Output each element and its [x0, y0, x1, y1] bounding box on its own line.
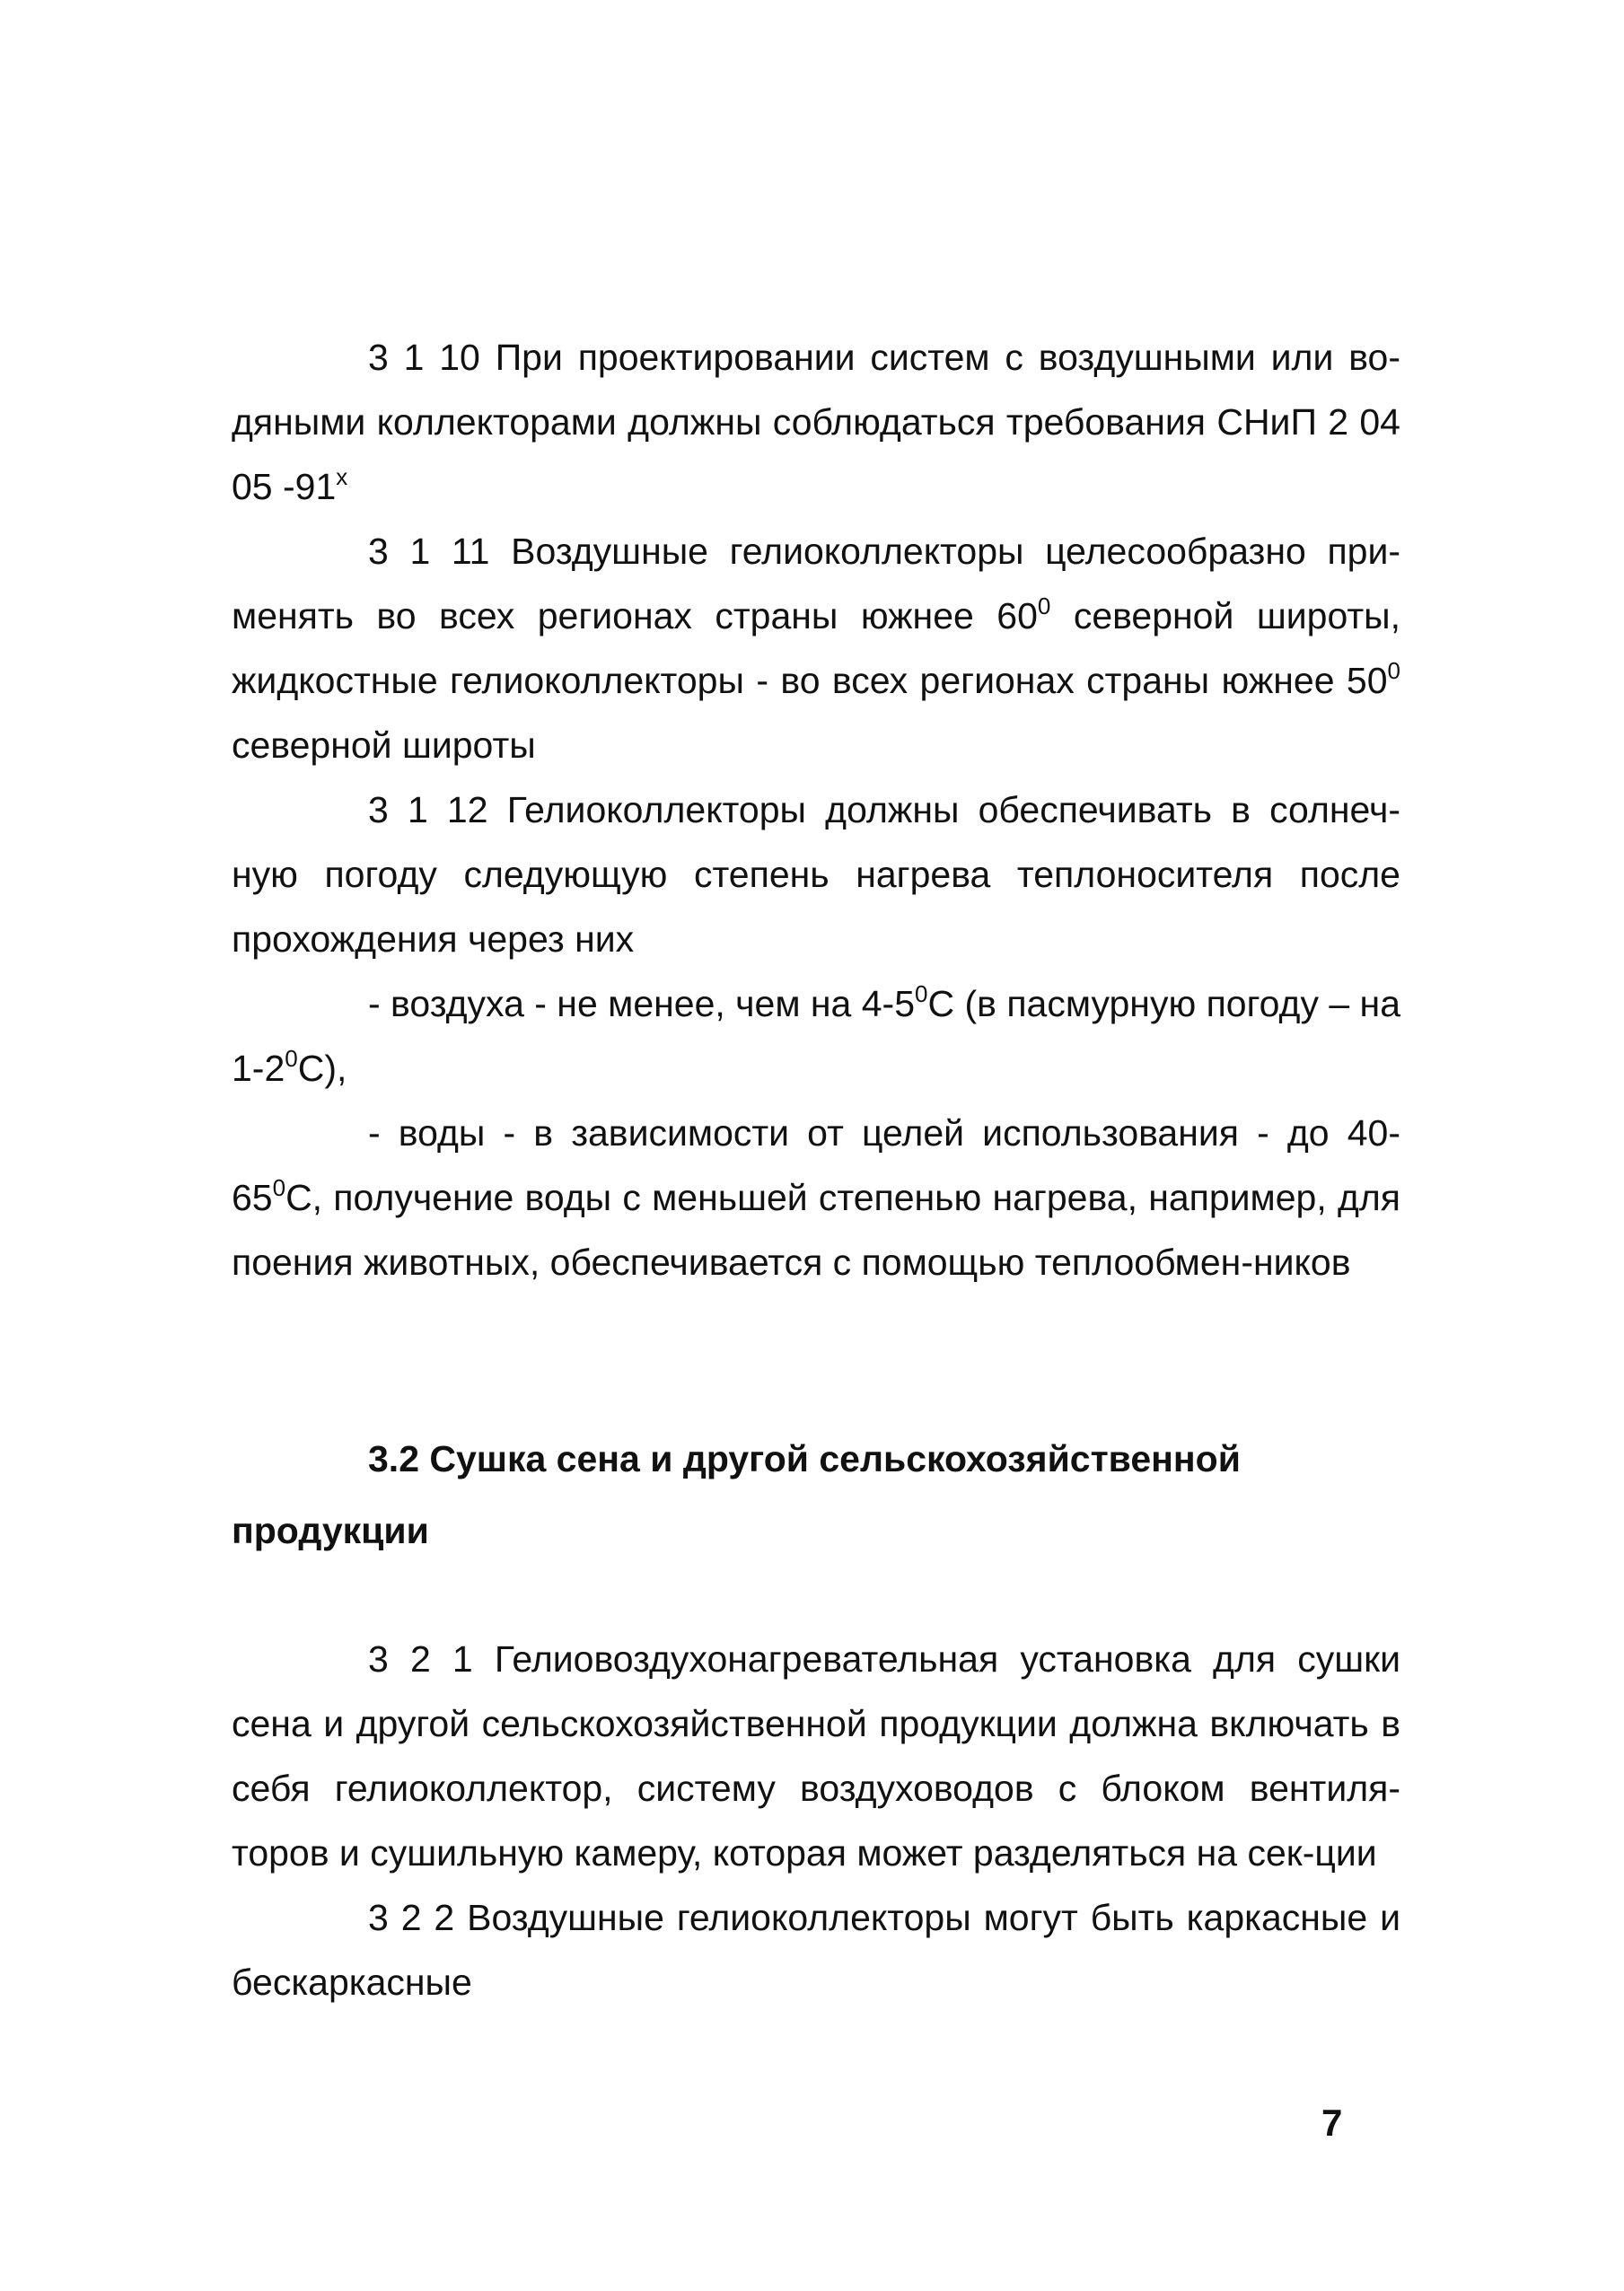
- paragraph-text: северной широты: [232, 724, 536, 766]
- degree-superscript: 0: [272, 1174, 286, 1201]
- paragraph-number: 3 2 1: [368, 1638, 473, 1680]
- degree-superscript: 0: [915, 980, 928, 1007]
- paragraph-text: северной широты, жидкостные гелиоколлекторы - во всех регионах страны южнее 50: [232, 595, 1400, 701]
- paragraph-3-1-10: [232, 325, 1400, 519]
- paragraph-3-2-2: [232, 1885, 1400, 2014]
- degree-superscript: 0: [285, 1045, 298, 1072]
- paragraph-3-1-11: [232, 519, 1400, 777]
- paragraph-number: 3 1 12: [368, 789, 488, 830]
- item-text: С),: [297, 1048, 347, 1089]
- paragraph-text: Гелиоколлекторы должны обеспечивать в солнеч-ную погоду следующую степень нагрева теплоносителя после прохождения через них: [232, 789, 1400, 960]
- section-heading: 3.2 Сушка сена и другой сельскохозяйственной продукции: [232, 1438, 1241, 1551]
- paragraph-number: 3 2 2: [368, 1897, 455, 1938]
- degree-superscript: 0: [1037, 592, 1051, 619]
- item-text: - воздуха - не менее, чем на 4-5: [368, 983, 916, 1024]
- paragraph-number: 3 1 10: [368, 337, 480, 378]
- paragraph-text: Воздушные гелиоколлекторы могут быть каркасные и бескаркасные: [232, 1897, 1400, 2003]
- paragraph-3-2-1: [232, 1627, 1400, 1885]
- item-text: С (в пасмурную погоду – на 1-2: [232, 983, 1401, 1089]
- lower-text-block: [232, 1627, 1400, 2014]
- paragraph-text: При проектировании систем с воздушными или во-дяными коллекторами должны соблюдаться требования СНиП 2 04 05 -91: [232, 337, 1400, 507]
- item-text: С, получение воды с меньшей степенью нагрева, например, для поения животных, обеспечивается с помощью теплообмен-ников: [232, 1177, 1400, 1283]
- air-heating-item: [232, 971, 1400, 1101]
- paragraph-text: Воздушные гелиоколлекторы целесообразно при-менять во всех регионах страны южнее 60: [232, 531, 1401, 636]
- water-heating-item: [232, 1101, 1400, 1295]
- item-text: - воды - в зависимости от целей использования - до 40-65: [232, 1112, 1400, 1218]
- degree-superscript: 0: [1387, 657, 1400, 684]
- paragraph-3-1-12: [232, 777, 1400, 971]
- upper-text-block: [232, 325, 1400, 1295]
- page-number: 7: [1321, 2102, 1343, 2144]
- paragraph-number: 3 1 11: [368, 531, 490, 572]
- superscript-mark: x: [336, 463, 348, 490]
- paragraph-text: Гелиовоздухонагревательная установка для сушки сена и другой сельскохозяйственной продукции должна включать в себя гелиоколлектор, систему воздуховодов с блоком вентиля-торов и сушильную камеру, которая может разделяться на сек-ции: [232, 1638, 1400, 1874]
